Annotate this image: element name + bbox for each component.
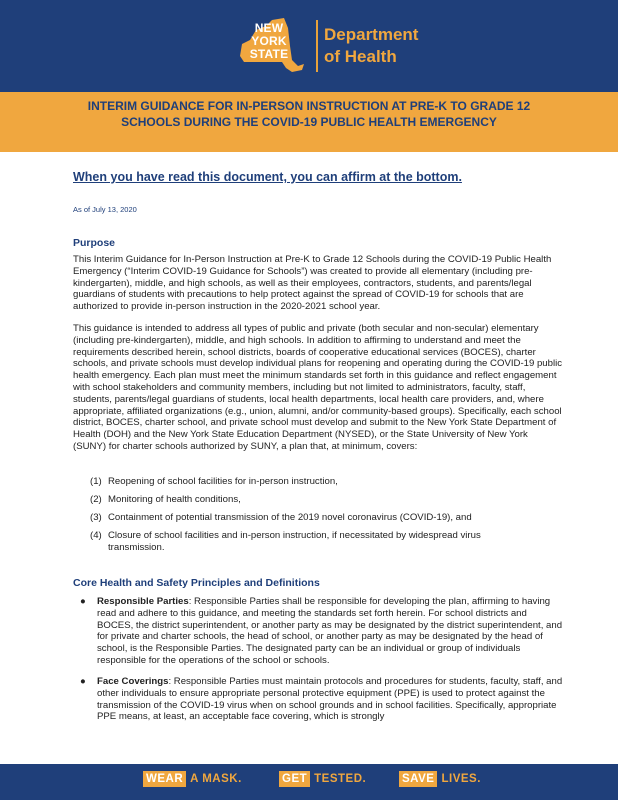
bullet-face-coverings: ● Face Coverings: Responsible Parties must maintain protocols and procedures for students, faculty, staff, and other individuals to ensure appropriate personal protective equipment (PPE) is used to protect against the transmission of the COVID-19 virus when on school grounds and in school facilities. Specifically, appropriate PPE means, at least, an acceptable face covering, which is strongly <box>80 676 563 723</box>
bullet-dot: ● <box>80 596 86 607</box>
header-bar <box>0 0 618 92</box>
list-item: (4) Closure of school facilities and in-person instruction, if necessitated by widespread virus transmission. <box>90 530 481 553</box>
nys-doh-logo <box>226 16 419 76</box>
document-title: INTERIM GUIDANCE FOR IN-PERSON INSTRUCTION AT PRE-K TO GRADE 12 SCHOOLS DURING THE COVID-19 PUBLIC HEALTH EMERGENCY <box>87 99 531 129</box>
footer-bar <box>0 764 618 800</box>
affirm-link[interactable]: When you have read this document, you can affirm at the bottom. <box>73 170 462 184</box>
footer-tag-get-tested: GET TESTED. <box>279 773 366 785</box>
footer-tag-wear-mask: WEAR A MASK. <box>143 773 242 785</box>
core-principles-heading: Core Health and Safety Principles and Definitions <box>73 577 320 589</box>
as-of-date: As of July 13, 2020 <box>73 205 137 214</box>
bullet-responsible-parties: ● Responsible Parties: Responsible Parties shall be responsible for developing the plan, affirming to having read and adhere to this guidance, and meeting the standards set forth herein. For school districts and BOCES, the district superintendent, or another party as may be designated by the district superintendent, and for private and charter schools, the head of school, or another party as may be designated by the head of school, is the Responsible Parties. The designated party can be an individual or group of individuals responsible for the operations of the school or schools. <box>80 596 563 666</box>
title-band <box>0 92 618 152</box>
list-item: (3) Containment of potential transmission of the 2019 novel coronavirus (COVID-19), and <box>90 512 472 523</box>
list-item: (2) Monitoring of health conditions, <box>90 494 241 505</box>
department-name: Department of Health <box>324 25 419 66</box>
bullet-dot: ● <box>80 676 86 687</box>
purpose-paragraph-2: This guidance is intended to address all types of public and private (both secular and non-secular) elementary (including pre-kindergarten), middle, and high schools. In addition to affirming to understand and meet the requirements described herein, school districts, boards of cooperative educational services (BOCES), charter schools, and private schools must develop individual plans for reopening and operating during the COVID-19 public health emergency. Each plan must meet the minimum standards set forth in this guidance and reflect engagement with school stakeholders and community members, including but not limited to administrators, faculty, staff, students, parents/legal guardians of students, local health departments, local health care providers, and, where appropriate, affiliated organizations (e.g., union, alumni, and/or community-based groups). Specifically, each school district, BOCES, charter school, and private school must develop and submit to the New York State Department of Health (DOH) and the New York State Education Department (NYSED), or the State University of New York (SUNY) for charter schools authorized by SUNY, a plan that, at minimum, covers: <box>73 323 563 452</box>
footer-tag-save-lives: SAVE LIVES. <box>399 773 481 785</box>
purpose-paragraph-1: This Interim Guidance for In-Person Instruction at Pre-K to Grade 12 Schools during the COVID-19 Public Health Emergency (“Interim COVID-19 Guidance for Schools”) was created to provide all elementary (including pre-kindergarten), middle, and high schools, as well as their employees, contractors, students, and parents/legal guardians of students with precautions to help protect against the spread of COVID-19 for schools that are authorized to provide in-person instruction in the 2020-2021 school year. <box>73 254 552 313</box>
logo-text: NEW YORK STATE <box>249 21 289 61</box>
list-item: (1) Reopening of school facilities for in-person instruction, <box>90 476 338 487</box>
purpose-heading: Purpose <box>73 237 116 249</box>
logo-divider <box>316 20 318 72</box>
